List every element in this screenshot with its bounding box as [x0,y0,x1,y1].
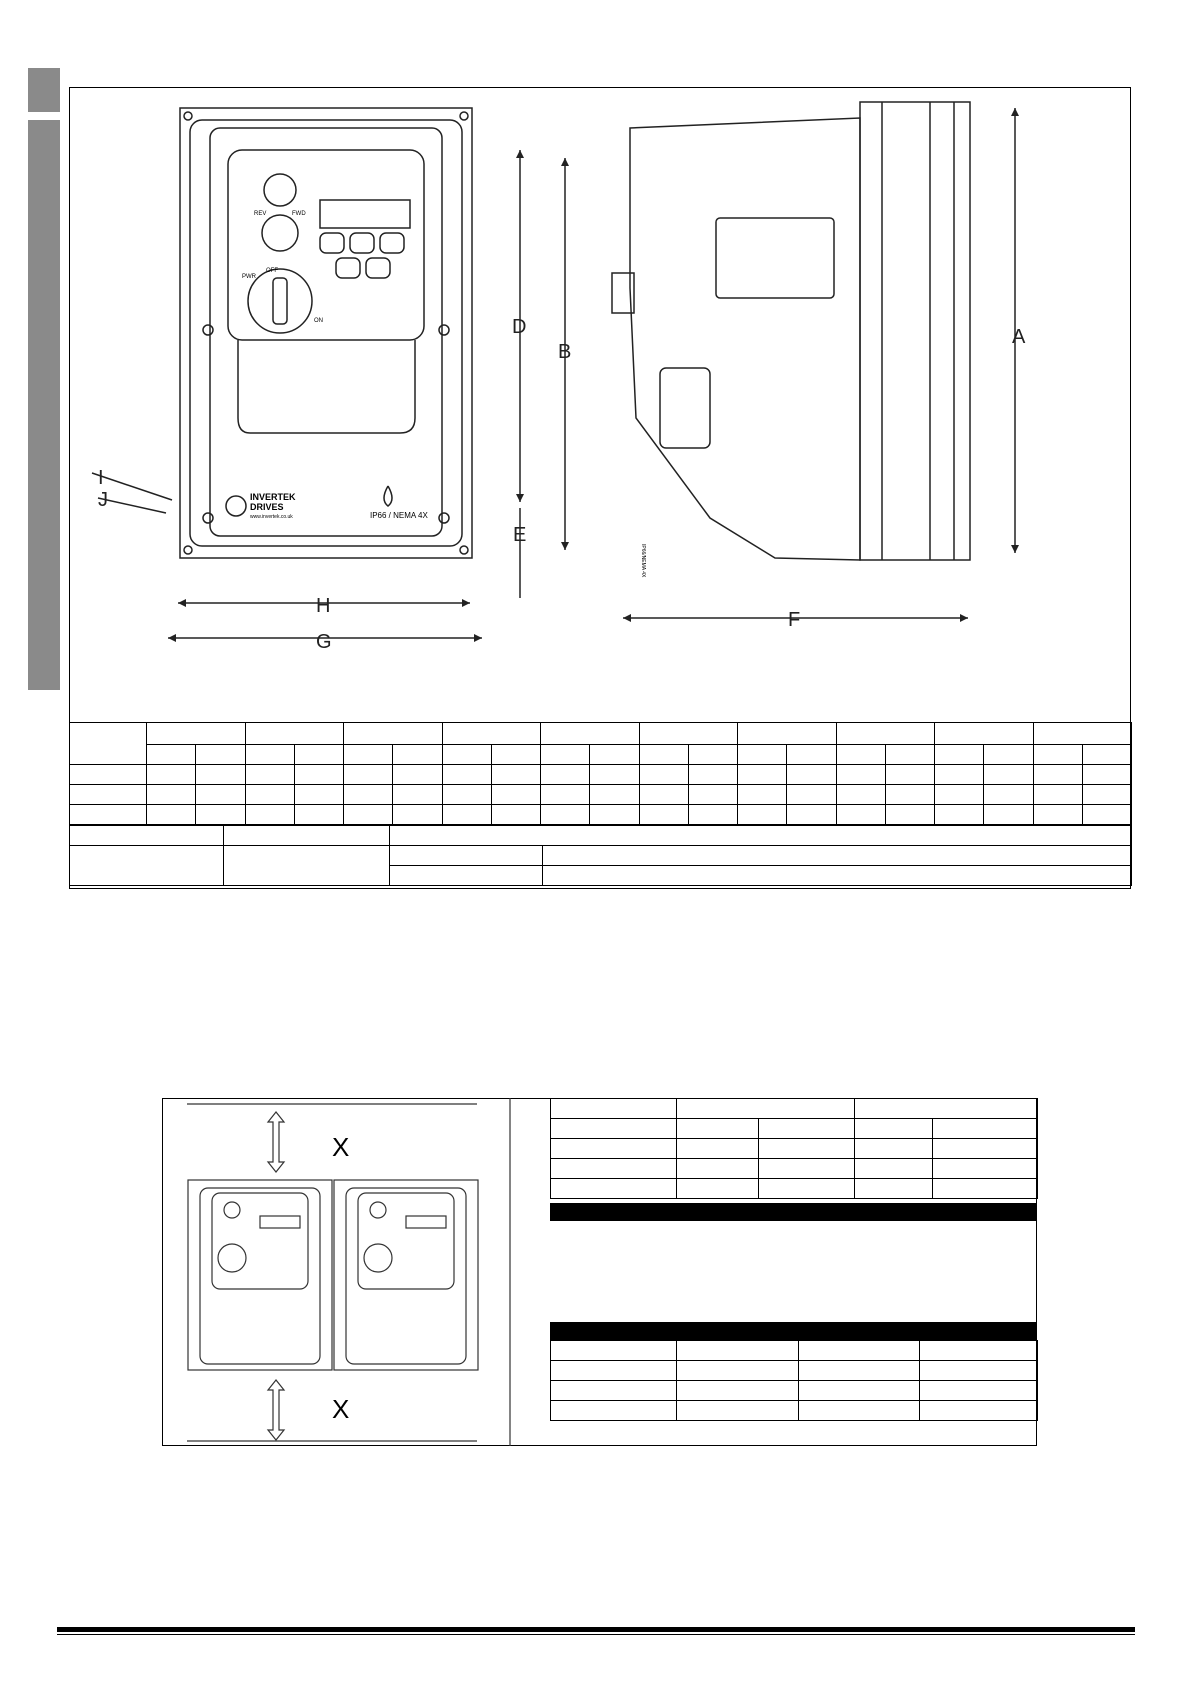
footer-rule-thin [57,1634,1135,1635]
dim-group-cell [442,723,541,745]
down-button-icon [350,233,374,253]
keypad-panel [228,150,424,340]
switch-label-off: OFF [266,268,278,274]
water-drop-icon [384,486,392,506]
dim-label-j: J [98,489,108,511]
drive-unit-right [334,1180,478,1370]
clearance-header-row [551,1099,1038,1119]
dim-group-cell [344,723,443,745]
side-vent-grille [660,368,710,448]
brand-line-1: INVERTEK [250,492,296,502]
section-tab-side [28,120,60,690]
dim-label-e: E [513,524,527,546]
direction-selector-icon [262,215,298,251]
notes-band-top [550,1203,1037,1221]
clearance-row [551,1159,1038,1179]
dim-label-a: A [1012,326,1026,348]
display-window [320,200,410,228]
stop-button-icon [336,258,360,278]
drive-unit-left [188,1180,332,1370]
navigate-button-icon [366,258,390,278]
clearance-drawing [162,1098,522,1446]
dimensions-unit-row [70,745,1132,765]
clearance-label-top: X [332,1132,350,1162]
side-view-outline [630,118,860,560]
drive-drawing-svg [70,88,1130,722]
dimensions-header-row [70,723,1132,745]
switch-label-rev: REV [254,211,267,217]
switch-label-fwd: FWD [292,211,306,217]
rating-text: IP66 / NEMA 4X [370,511,428,520]
section-tab-top [28,68,60,112]
dimensions-data-row [70,765,1132,785]
dim-group-cell [147,723,246,745]
dim-label-f: F [788,609,801,631]
dim-label-g: G [316,631,332,653]
front-view-outline [180,108,472,558]
brand-line-2: DRIVES [250,502,284,512]
notes-row [551,1381,1038,1401]
footer-rule-thick [57,1627,1135,1632]
dim-label-h: H [316,595,331,617]
dim-label-i: I [98,467,104,489]
notes-row [551,1361,1038,1381]
status-led-icon [264,174,296,206]
notes-band-bottom [550,1322,1037,1340]
notes-row [551,1341,1038,1361]
clearance-label-bottom: X [332,1394,350,1424]
clearance-row [551,1139,1038,1159]
dim-group-cell [639,723,738,745]
switch-label-on: ON [314,318,323,324]
dimensions-data-row [70,785,1132,805]
up-button-icon [380,233,404,253]
clearance-row [551,1179,1038,1199]
dimensions-table [69,722,1132,825]
clearance-table [550,1098,1038,1199]
brand-url: www.invertek.co.uk [250,514,293,520]
dim-label-b: B [558,341,572,363]
clearance-row [551,1119,1038,1139]
switch-label-pwr: PWR [242,274,256,280]
clearance-drawing-svg [162,1098,522,1446]
notes-table [550,1340,1038,1421]
dim-group-cell [738,723,837,745]
dim-group-cell [935,723,1034,745]
dim-label-d: D [512,316,527,338]
dim-group-cell [1033,723,1132,745]
dimensions-data-row [70,805,1132,825]
dim-group-cell [836,723,935,745]
size-header-cell [70,723,147,765]
notes-row [551,1401,1038,1421]
dim-group-cell [245,723,344,745]
bolts-header-row [70,826,1132,846]
brand-logo-icon [226,496,246,516]
mounting-bolts-table [69,825,1132,886]
bolts-row [70,846,1132,866]
drive-dimension-drawing [70,88,1130,722]
side-rating-text: IP66/NEMA 4X [640,544,646,578]
dim-group-cell [541,723,640,745]
side-label-area [716,218,834,298]
start-button-icon [320,233,344,253]
